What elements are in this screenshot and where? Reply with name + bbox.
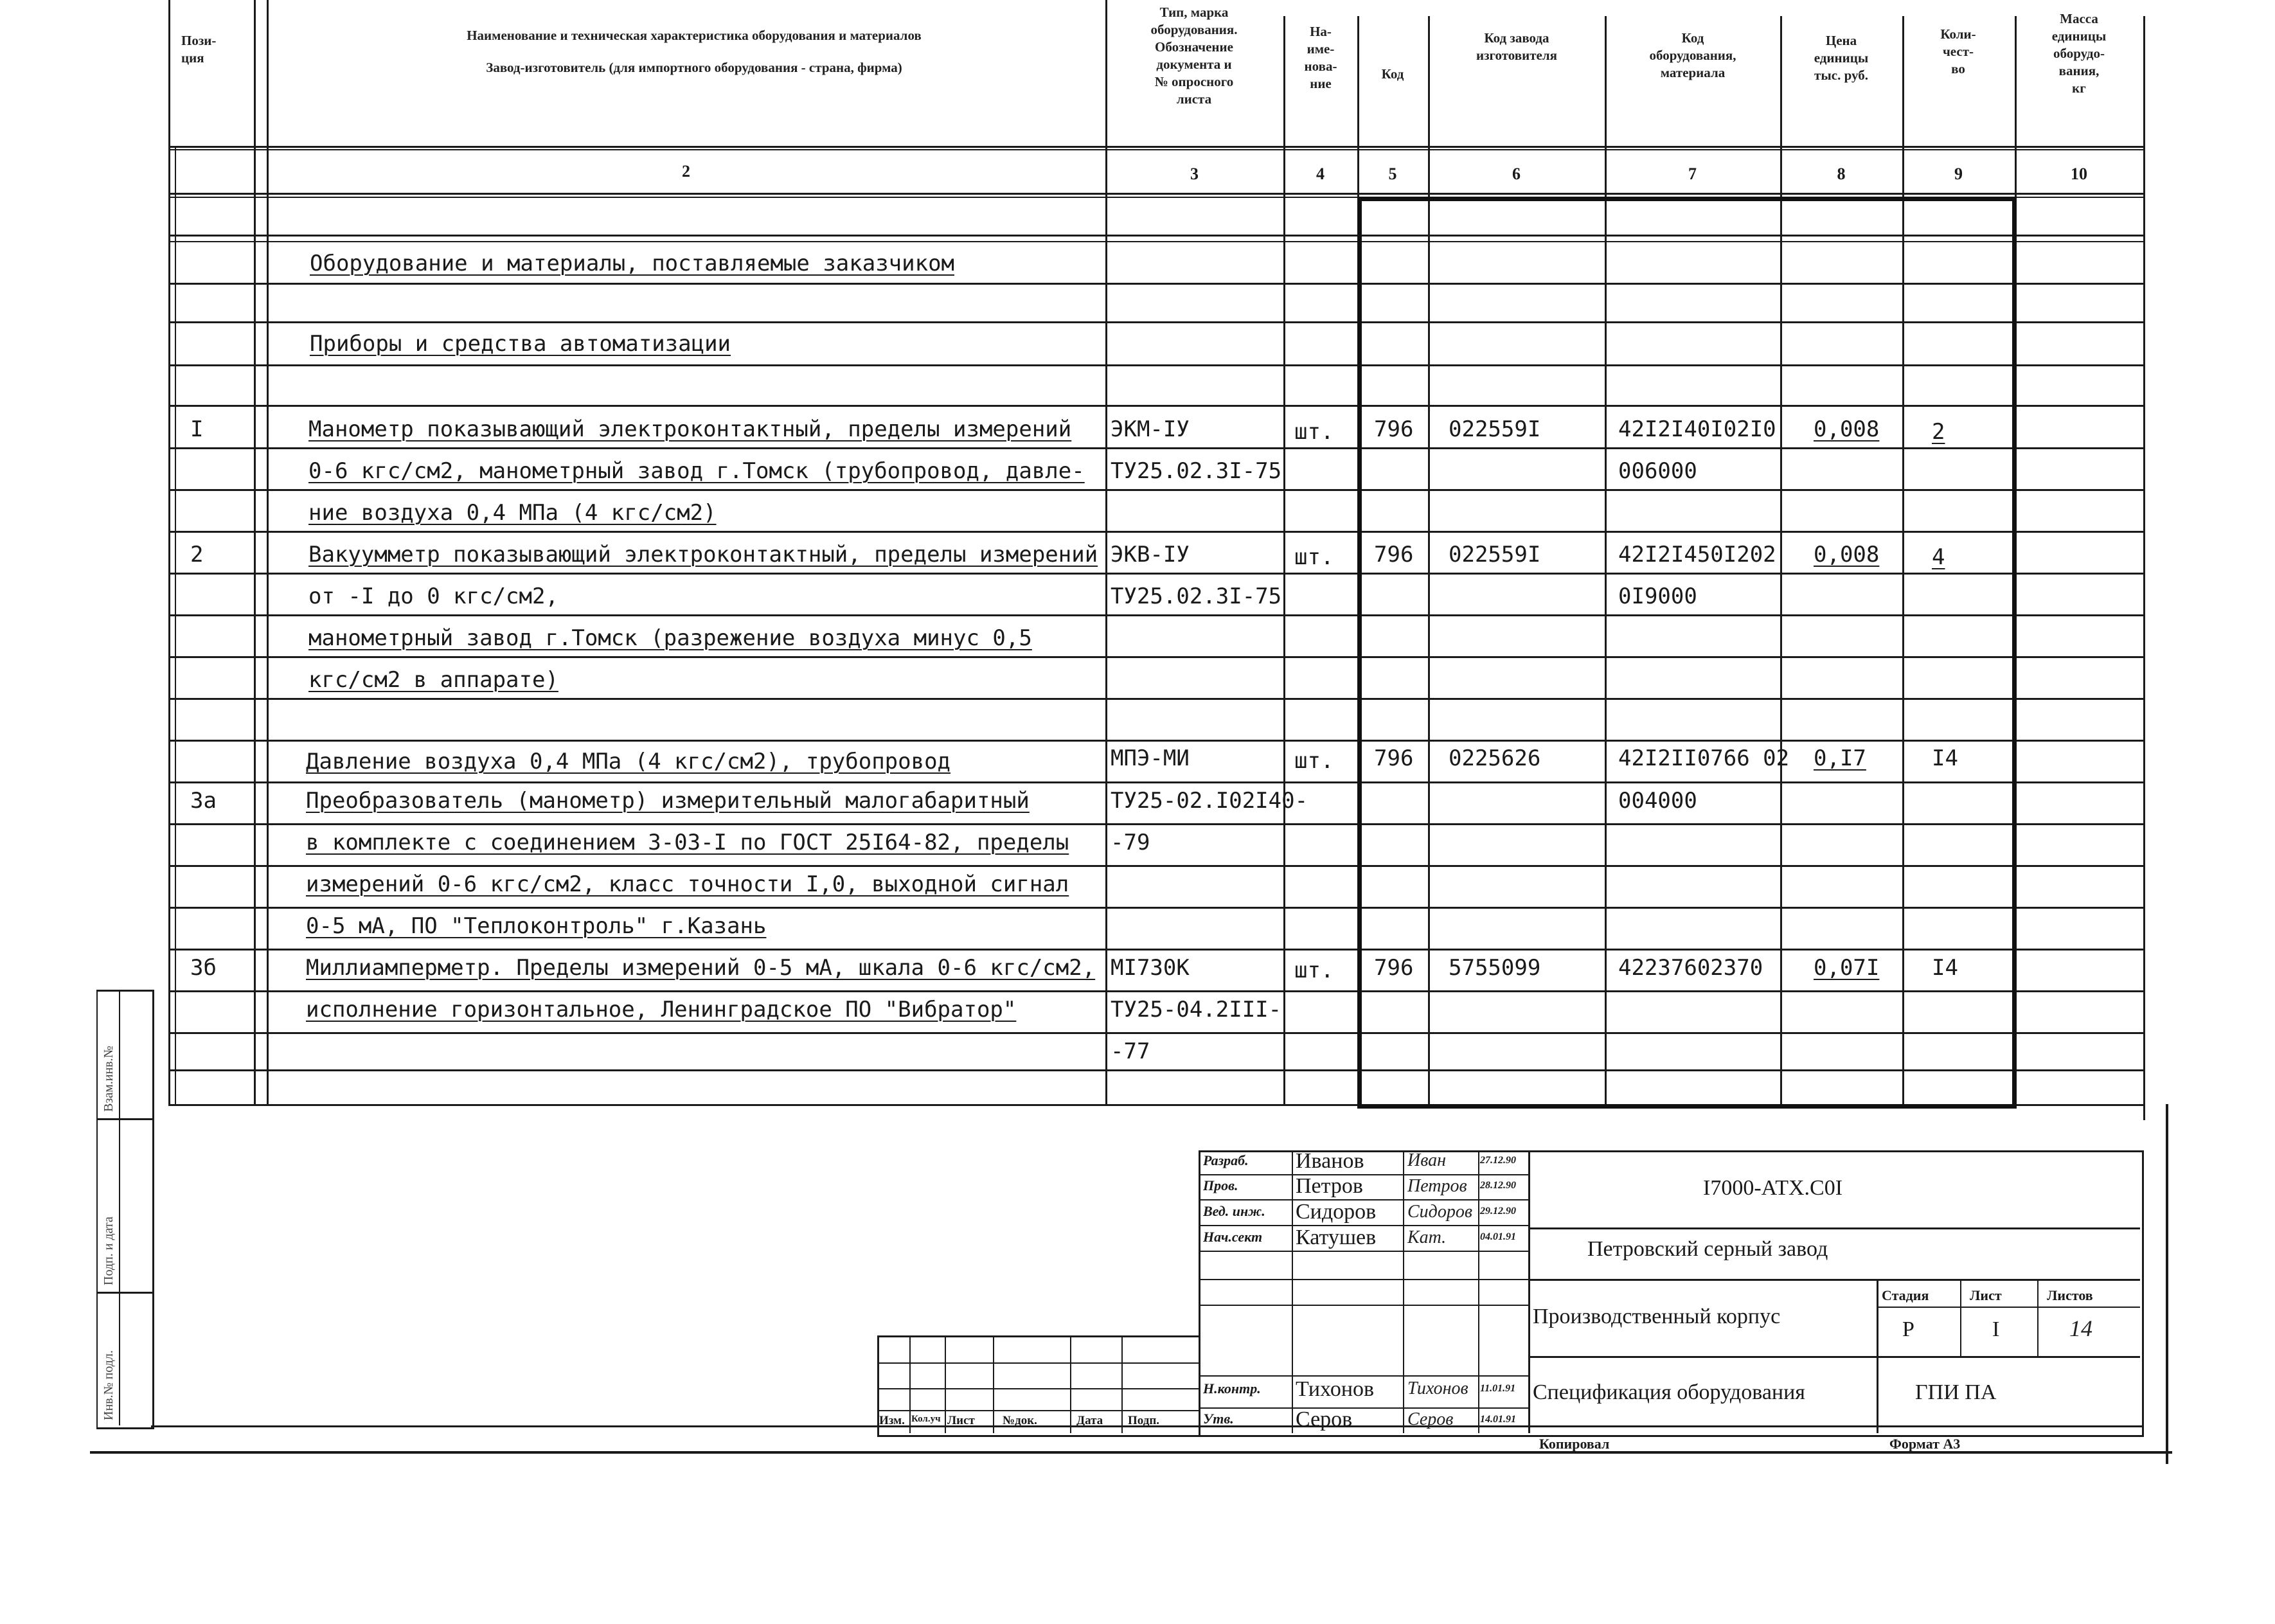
row1-price: 0,008 <box>1814 416 1880 442</box>
row2-name-line2: от -I до 0 кгс/см2, <box>308 584 558 609</box>
tb-doc-title: Спецификация оборудования <box>1533 1380 1805 1404</box>
row2-name-line3: манометрный завод г.Томск (разрежение воздуха минус 0,5 <box>308 625 1032 651</box>
col-number: 5 <box>1388 165 1397 183</box>
row3a-qty: I4 <box>1932 745 1958 771</box>
rev-label-docnum: №док. <box>1003 1414 1037 1427</box>
col-number: 7 <box>1688 165 1697 183</box>
tb-sheet: I <box>1992 1317 2000 1341</box>
row2-unit: шт. <box>1294 544 1334 570</box>
row2-type-doc: ТУ25.02.3I-75 <box>1111 584 1282 609</box>
tb-name-developer: Иванов <box>1296 1149 1364 1173</box>
row2-type: ЭКВ-IУ <box>1111 542 1190 567</box>
header-qty: Коли- чест- во <box>1940 26 1976 76</box>
header-mass: Масса единицы оборудо- вания, кг <box>2051 11 2107 96</box>
tb-role-checker: Пров. <box>1203 1177 1238 1193</box>
tb-company: ГПИ ПА <box>1915 1380 1997 1404</box>
row2-qty: 4 <box>1932 544 1945 570</box>
header-position: Пози- ция <box>181 33 217 66</box>
tb-stage-label: Стадия <box>1882 1287 1929 1303</box>
side-label-replace-inv: Взам.инв.№ <box>102 1046 116 1112</box>
tb-name-lead-eng: Сидоров <box>1296 1200 1377 1224</box>
header-code: Код <box>1381 66 1404 82</box>
tb-sheets-label: Листов <box>2047 1287 2093 1303</box>
row2-eq-code2: 0I9000 <box>1618 584 1697 609</box>
tb-date: 11.01.91 <box>1480 1383 1516 1394</box>
row3b-code: 796 <box>1374 955 1414 981</box>
section-title-customer-supplied: Оборудование и материалы, поставляемые заказчиком <box>310 251 955 276</box>
row1-code: 796 <box>1374 416 1414 442</box>
tb-signature: Петров <box>1407 1176 1467 1196</box>
header-unit: На- име- нова- ние <box>1304 24 1337 91</box>
row3a-type-doc2: -79 <box>1111 830 1150 855</box>
row2-eq-code: 42I2I450I202 <box>1618 542 1776 567</box>
col-number: 6 <box>1512 165 1521 183</box>
col-number: 4 <box>1316 165 1325 183</box>
col-number: 3 <box>1190 165 1199 183</box>
tb-role-section-head: Нач.сект <box>1203 1229 1263 1245</box>
tb-sheet-label: Лист <box>1970 1287 2002 1303</box>
row2-mfr-code: 022559I <box>1449 542 1541 567</box>
tb-doc-code: I7000-АТХ.С0I <box>1703 1176 1843 1200</box>
row3a-eq-code2: 004000 <box>1618 788 1697 814</box>
rev-label-date: Подп. <box>1128 1414 1160 1427</box>
tb-signature: Серов <box>1407 1409 1454 1429</box>
tb-role-norm-control: Н.контр. <box>1203 1380 1261 1396</box>
row3b-position: 3б <box>190 955 217 981</box>
tb-signature: Иван <box>1407 1150 1447 1170</box>
row1-name-line1: Манометр показывающий электроконтактный, пределы измерений <box>308 416 1072 442</box>
row3a-name-line4: 0-5 мА, ПО "Теплоконтроль" г.Казань <box>306 913 767 939</box>
tb-format: Формат А3 <box>1889 1436 1961 1452</box>
side-label-inv-original: Инв.№ подл. <box>102 1350 116 1420</box>
tb-date: 04.01.91 <box>1480 1231 1516 1242</box>
tb-building: Производственный корпус <box>1533 1305 1781 1328</box>
row1-type: ЭКМ-IУ <box>1111 416 1190 442</box>
row3b-qty: I4 <box>1932 955 1958 981</box>
tb-date: 28.12.90 <box>1480 1180 1516 1191</box>
header-eq-code: Код оборудования, материала <box>1649 30 1736 80</box>
row3a-mfr-code: 0225626 <box>1449 745 1541 771</box>
tb-role-approved: Утв. <box>1203 1411 1234 1427</box>
row3b-price: 0,07I <box>1814 955 1880 981</box>
row3a-name-line3: измерений 0-6 кгс/см2, класс точности I,0, выходной сигнал <box>306 871 1069 897</box>
tb-name-approved: Серов <box>1296 1407 1353 1431</box>
row2-position: 2 <box>190 542 204 567</box>
col-number: 10 <box>2071 165 2087 183</box>
row2-price: 0,008 <box>1814 542 1880 567</box>
row3a-type: МПЭ-МИ <box>1111 745 1190 771</box>
tb-signature: Кат. <box>1407 1227 1447 1247</box>
row3b-unit: шт. <box>1294 958 1334 983</box>
row3a-position: 3а <box>190 788 217 814</box>
tb-date: 29.12.90 <box>1480 1206 1516 1217</box>
row3a-unit: шт. <box>1294 748 1334 774</box>
tb-role-lead-eng: Вед. инж. <box>1203 1203 1265 1219</box>
col-number: 2 <box>682 162 690 181</box>
row1-position: I <box>190 416 204 442</box>
row3a-eq-code: 42I2II0766 02 <box>1618 745 1790 771</box>
row1-unit: шт. <box>1294 419 1334 445</box>
row3a-name-line1: Преобразователь (манометр) измерительный малогабаритный <box>306 788 1030 814</box>
tb-role-developer: Разраб. <box>1203 1152 1249 1168</box>
row1-mfr-code: 022559I <box>1449 416 1541 442</box>
row1-name-line3: ние воздуха 0,4 МПа (4 кгс/см2) <box>308 500 717 526</box>
row3a-name-line0: Давление воздуха 0,4 МПа (4 кгс/см2), трубопровод <box>306 749 951 774</box>
row2-name-line4: кгс/см2 в аппарате) <box>308 667 558 693</box>
tb-name-norm-control: Тихонов <box>1296 1377 1375 1401</box>
row3a-price: 0,I7 <box>1814 745 1866 771</box>
row2-code: 796 <box>1374 542 1414 567</box>
row3b-mfr-code: 5755099 <box>1449 955 1541 981</box>
tb-date: 27.12.90 <box>1480 1155 1516 1166</box>
row3a-type-doc: ТУ25-02.I02I40- <box>1111 788 1308 814</box>
tb-copied: Копировал <box>1539 1436 1610 1452</box>
tb-stage: Р <box>1902 1317 1914 1341</box>
tb-signature: Сидоров <box>1407 1202 1472 1222</box>
header-mfr-code: Код завода изготовителя <box>1476 30 1557 63</box>
row3a-name-line2: в комплекте с соединением 3-03-I по ГОСТ 25I64-82, пределы <box>306 830 1069 855</box>
row3b-eq-code: 42237602370 <box>1618 955 1763 981</box>
row3b-type: МI730К <box>1111 955 1190 981</box>
row3a-code: 796 <box>1374 745 1414 771</box>
rev-label-sheet: Лист <box>947 1414 975 1427</box>
header-type: Тип, марка оборудования. Обозначение документа и № опросного листа <box>1150 4 1238 107</box>
col-number: 8 <box>1837 165 1846 183</box>
row3b-type-doc2: -77 <box>1111 1039 1150 1064</box>
tb-signature: Тихонов <box>1407 1379 1468 1398</box>
header-name-line1: Наименование и техническая характеристика оборудования и материалов <box>467 28 922 43</box>
header-name-line2: Завод-изготовитель (для импортного оборудования - страна, фирма) <box>486 60 902 75</box>
row1-type-doc: ТУ25.02.3I-75 <box>1111 458 1282 484</box>
tb-date: 14.01.91 <box>1480 1414 1516 1425</box>
tb-sheets: 14 <box>2069 1316 2092 1341</box>
header-price: Цена единицы тыс. руб. <box>1814 33 1869 83</box>
row3b-name-line1: Миллиамперметр. Пределы измерений 0-5 мА, шкала 0-6 кгс/см2, <box>306 955 1096 981</box>
rev-label-count: Кол.уч <box>911 1414 941 1424</box>
col-number: 9 <box>1954 165 1963 183</box>
tb-name-checker: Петров <box>1296 1174 1363 1198</box>
row2-name-line1: Вакуумметр показывающий электроконтактный, пределы измерений <box>308 542 1098 567</box>
tb-organization: Петровский серный завод <box>1587 1237 1828 1261</box>
tb-name-section-head: Катушев <box>1296 1226 1377 1249</box>
rev-label-change: Изм. <box>879 1414 905 1427</box>
row1-eq-code2: 006000 <box>1618 458 1697 484</box>
row1-eq-code: 42I2I40I02I0 <box>1618 416 1776 442</box>
row1-name-line2: 0-6 кгс/см2, манометрный завод г.Томск (трубопровод, давле- <box>308 458 1085 484</box>
row1-qty: 2 <box>1932 419 1945 445</box>
side-label-sign-date: Подп. и дата <box>102 1217 116 1285</box>
rev-label-sign: Дата <box>1076 1414 1103 1427</box>
row3b-type-doc: ТУ25-04.2III- <box>1111 997 1282 1022</box>
section-title-instruments: Приборы и средства автоматизации <box>310 331 731 357</box>
row3b-name-line2: исполнение горизонтальное, Ленинградское ПО "Вибратор" <box>306 997 1017 1022</box>
